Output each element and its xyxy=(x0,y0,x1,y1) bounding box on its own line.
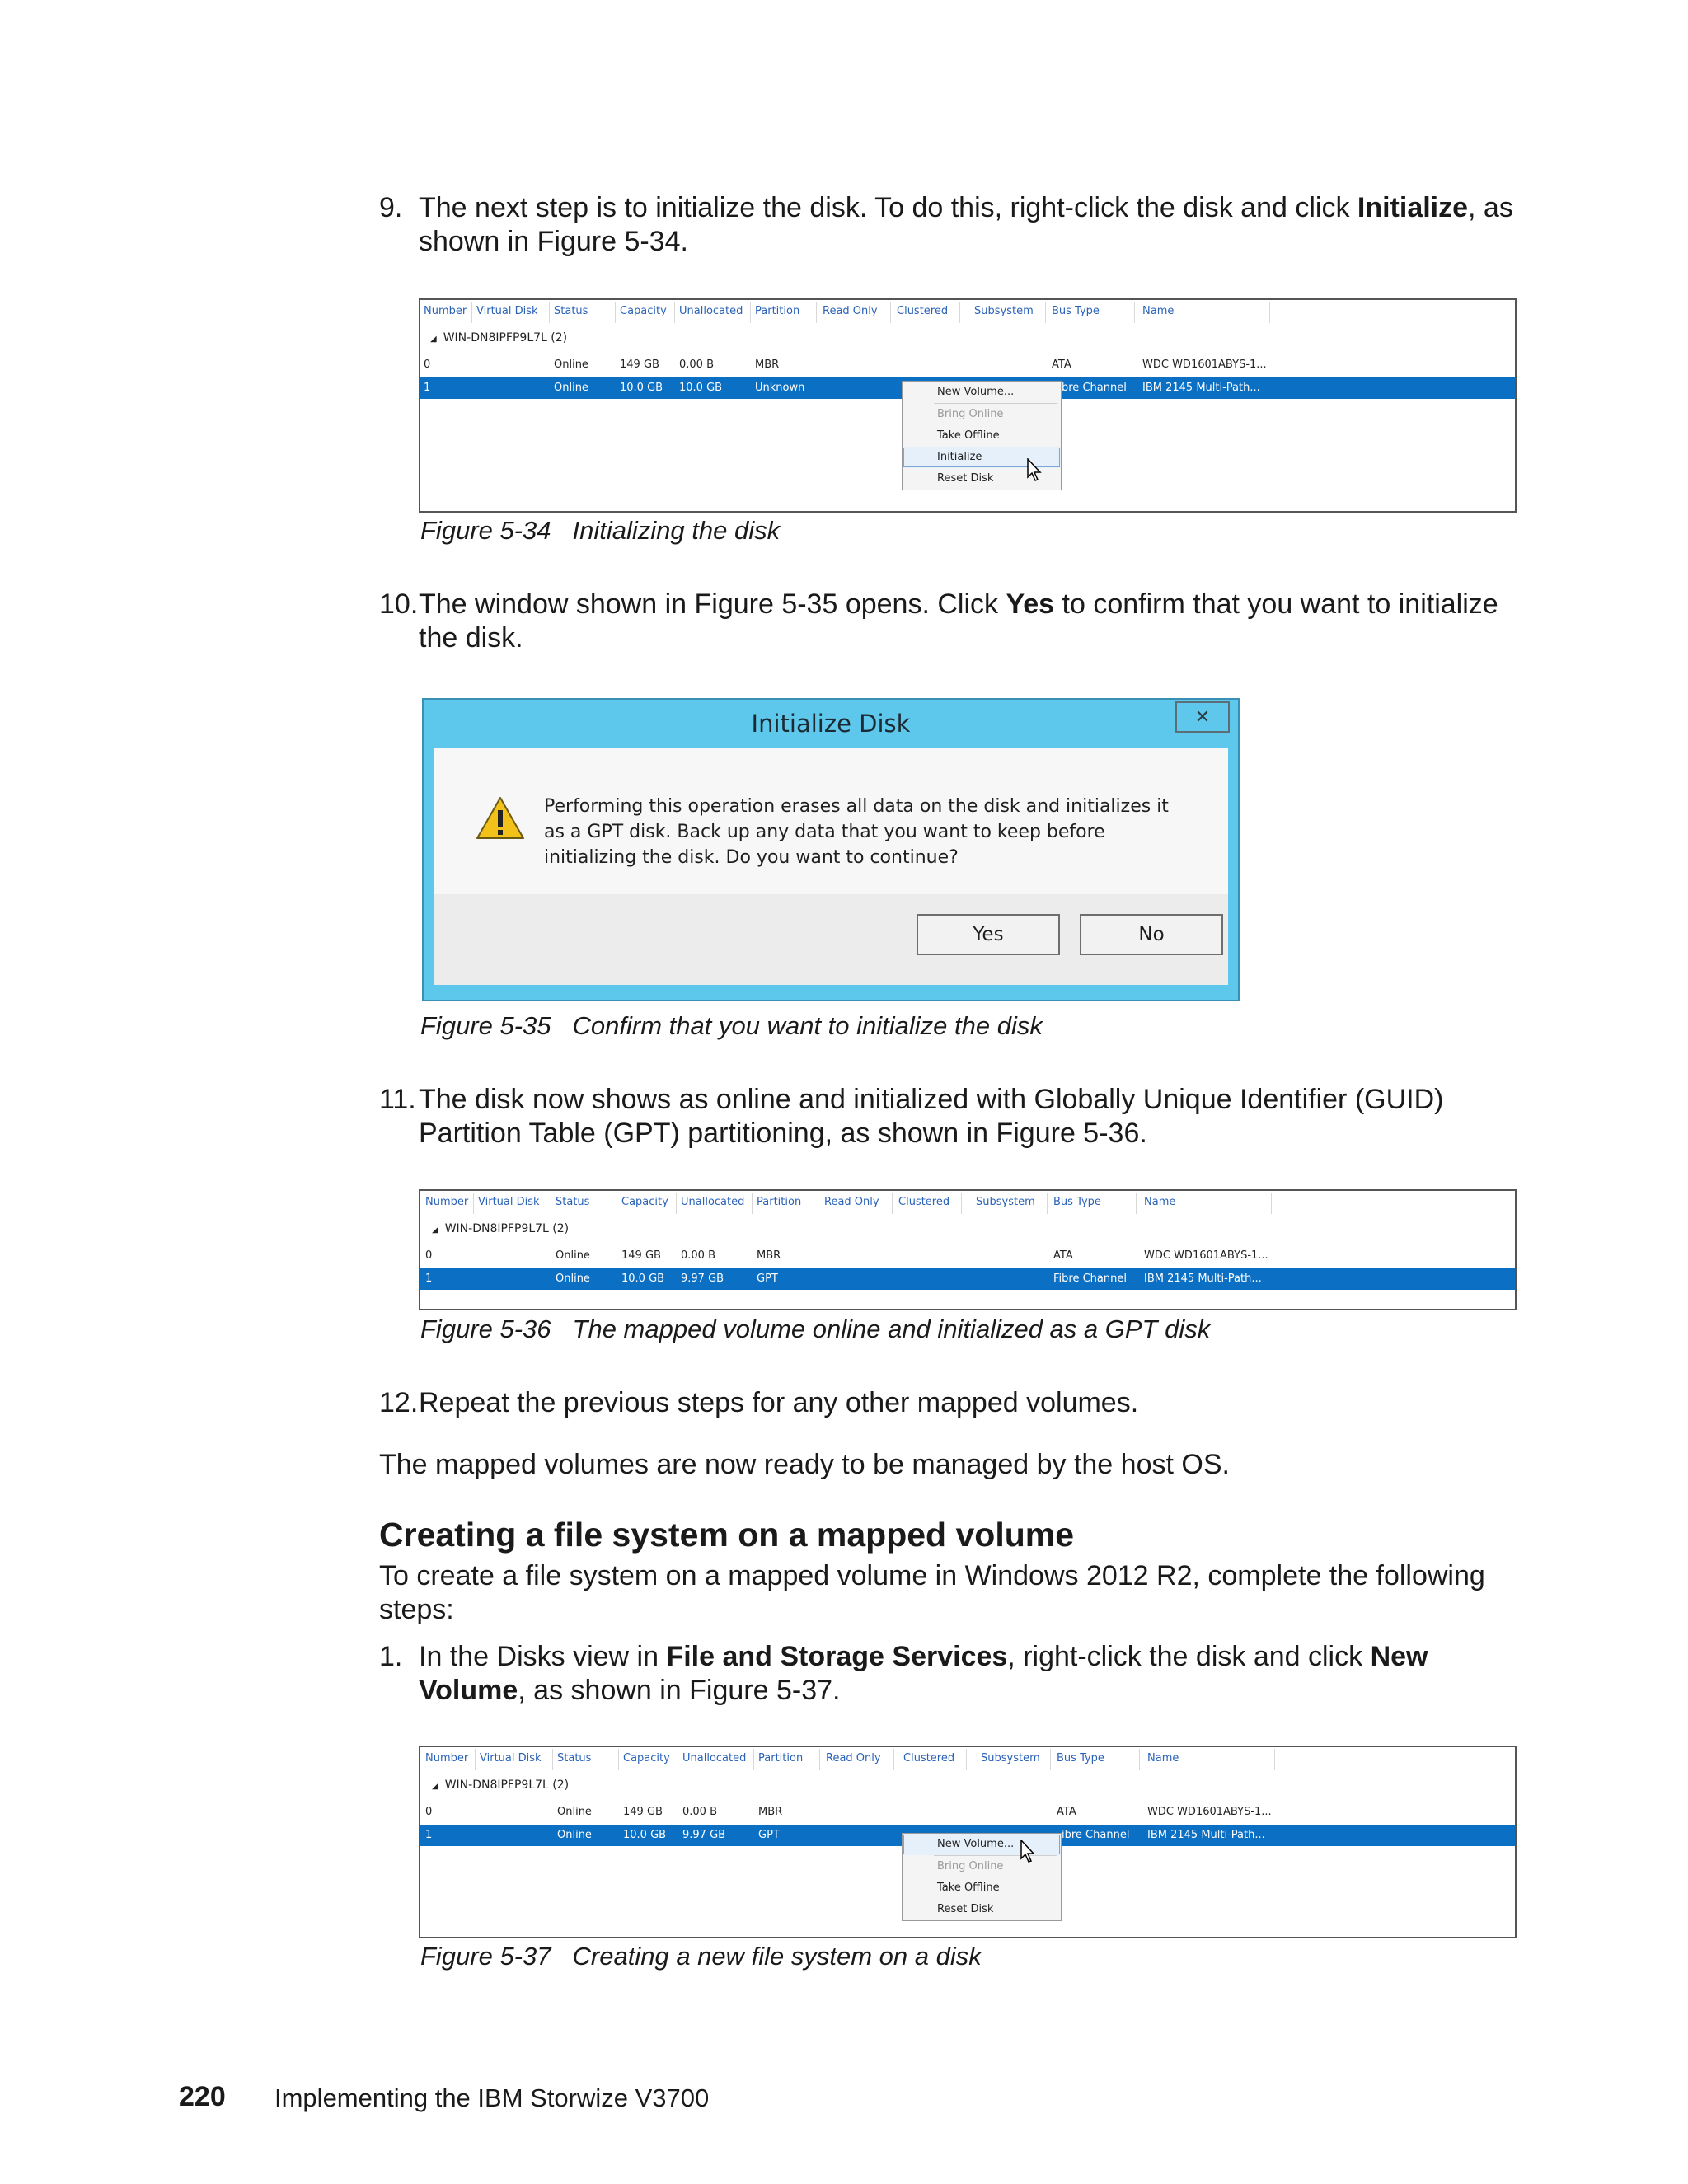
step-text-bold: File and Storage Services xyxy=(666,1641,1008,1672)
col-header-virtual-disk[interactable]: Virtual Disk xyxy=(478,1196,540,1208)
table-header xyxy=(420,1747,1515,1775)
ready-paragraph: The mapped volumes are now ready to be managed by the host OS. xyxy=(379,1449,1230,1480)
menu-item-new-volume[interactable]: New Volume... xyxy=(937,386,1015,398)
context-menu xyxy=(902,1833,1062,1921)
col-header-read-only[interactable]: Read Only xyxy=(823,305,878,317)
caption-text: Confirm that you want to initialize the disk xyxy=(572,1011,1043,1040)
col-header-bus-type[interactable]: Bus Type xyxy=(1053,1196,1101,1208)
menu-item-take-offline[interactable]: Take Offline xyxy=(937,1882,1000,1894)
col-header-subsystem[interactable]: Subsystem xyxy=(981,1752,1040,1765)
step-text: The disk now shows as online and initialized with Globally Unique Identifier (GUID) Partition Table (GPT) partitioning, as shown in Figure 5-36. xyxy=(419,1084,1444,1149)
col-header-clustered[interactable]: Clustered xyxy=(903,1752,955,1765)
figure-caption xyxy=(420,1941,982,1972)
page-number: 220 xyxy=(179,2081,226,2112)
cell-capacity: 149 GB xyxy=(621,1249,661,1262)
initialize-disk-dialog xyxy=(422,698,1240,1001)
step-text-part: , right-click the disk and click xyxy=(1007,1641,1371,1672)
step-number: 9. xyxy=(379,192,403,223)
col-header-unallocated[interactable]: Unallocated xyxy=(681,1196,745,1208)
cell-number: 0 xyxy=(424,359,431,371)
figure-caption xyxy=(420,515,780,546)
dialog-button-bar xyxy=(434,894,1228,985)
cell-unallocated: 0.00 B xyxy=(679,359,714,371)
cell-number: 0 xyxy=(425,1806,433,1818)
warning-icon xyxy=(475,795,526,846)
cell-status: Online xyxy=(556,1249,590,1262)
menu-item-bring-online[interactable]: Bring Online xyxy=(937,1860,1004,1872)
col-header-read-only[interactable]: Read Only xyxy=(826,1752,881,1765)
cell-status: Online xyxy=(557,1829,592,1841)
caption-label: Figure 5-37 xyxy=(420,1942,551,1971)
col-header-capacity[interactable]: Capacity xyxy=(620,305,667,317)
step-number: 11. xyxy=(379,1084,416,1115)
col-header-read-only[interactable]: Read Only xyxy=(824,1196,879,1208)
dialog-title: Initialize Disk xyxy=(751,710,911,738)
figure-caption xyxy=(420,1314,1210,1345)
collapse-triangle-icon[interactable]: ◢ xyxy=(432,1782,438,1791)
cell-status: Online xyxy=(554,359,588,371)
step-text-bold: New Volume xyxy=(419,1641,1428,1706)
col-header-bus-type[interactable]: Bus Type xyxy=(1057,1752,1104,1765)
cell-capacity: 10.0 GB xyxy=(623,1829,667,1841)
col-header-number[interactable]: Number xyxy=(425,1196,469,1208)
cell-capacity: 149 GB xyxy=(623,1806,663,1818)
cell-unallocated: 0.00 B xyxy=(681,1249,715,1262)
step-text-part: , as shown in Figure 5-37. xyxy=(518,1675,841,1706)
disk-table-fig36 xyxy=(419,1189,1517,1310)
col-header-bus-type[interactable]: Bus Type xyxy=(1052,305,1100,317)
cell-bus-type: ATA xyxy=(1053,1249,1073,1262)
cell-partition: GPT xyxy=(758,1829,780,1841)
cell-status: Online xyxy=(557,1806,592,1818)
col-header-partition[interactable]: Partition xyxy=(755,305,800,317)
cell-name: IBM 2145 Multi-Path... xyxy=(1142,382,1260,394)
col-header-unallocated[interactable]: Unallocated xyxy=(682,1752,747,1765)
table-row[interactable] xyxy=(420,354,1515,376)
col-header-virtual-disk[interactable]: Virtual Disk xyxy=(480,1752,542,1765)
col-header-number[interactable]: Number xyxy=(424,305,467,317)
col-header-name[interactable]: Name xyxy=(1142,305,1175,317)
step-text-part: to confirm that you want to initialize the disk. xyxy=(419,588,1498,654)
server-group[interactable] xyxy=(432,1222,569,1235)
step-12 xyxy=(379,1386,1517,1420)
book-title: Implementing the IBM Storwize V3700 xyxy=(274,2083,710,2112)
col-header-clustered[interactable]: Clustered xyxy=(898,1196,950,1208)
table-header xyxy=(420,300,1515,328)
cell-status: Online xyxy=(556,1272,590,1285)
step-text-bold: Initialize xyxy=(1357,192,1469,223)
dialog-body xyxy=(434,748,1228,985)
step-text-bold: Yes xyxy=(1006,588,1055,620)
col-header-partition[interactable]: Partition xyxy=(757,1196,802,1208)
caption-label: Figure 5-35 xyxy=(420,1011,551,1040)
menu-item-reset-disk[interactable]: Reset Disk xyxy=(937,1903,994,1915)
step-text-part: The window shown in Figure 5-35 opens. Click xyxy=(419,588,1006,620)
cell-status: Online xyxy=(554,382,588,394)
caption-text: Creating a new file system on a disk xyxy=(572,1942,982,1971)
server-group-label: WIN-DN8IPFP9L7L (2) xyxy=(444,1222,570,1235)
caption-text: Initializing the disk xyxy=(572,516,781,545)
close-icon: ✕ xyxy=(1194,706,1211,728)
col-header-capacity[interactable]: Capacity xyxy=(623,1752,670,1765)
caption-text: The mapped volume online and initialized as a GPT disk xyxy=(572,1315,1211,1343)
figure-caption xyxy=(420,1010,1043,1042)
col-header-name[interactable]: Name xyxy=(1147,1752,1179,1765)
server-group[interactable] xyxy=(432,1779,569,1792)
cell-unallocated: 10.0 GB xyxy=(679,382,723,394)
col-header-number[interactable]: Number xyxy=(425,1752,469,1765)
collapse-triangle-icon[interactable]: ◢ xyxy=(430,335,437,344)
cell-unallocated: 9.97 GB xyxy=(682,1829,726,1841)
cell-capacity: 149 GB xyxy=(620,359,659,371)
step-1 xyxy=(379,1640,1517,1708)
step-number: 1. xyxy=(379,1641,403,1672)
cell-bus-type: ATA xyxy=(1057,1806,1076,1818)
cell-bus-type: ATA xyxy=(1052,359,1071,371)
step-number: 10. xyxy=(379,588,419,620)
caption-label: Figure 5-36 xyxy=(420,1315,551,1343)
menu-item-reset-disk[interactable]: Reset Disk xyxy=(937,472,994,485)
menu-item-bring-online[interactable]: Bring Online xyxy=(937,408,1004,420)
cell-bus-type: bre Channel xyxy=(1062,382,1127,394)
col-header-status[interactable]: Status xyxy=(556,1196,590,1208)
step-text-part: In the Disks view in xyxy=(419,1641,667,1672)
menu-item-initialize[interactable]: Initialize xyxy=(903,447,1061,468)
col-header-subsystem[interactable]: Subsystem xyxy=(976,1196,1035,1208)
cell-partition: GPT xyxy=(757,1272,778,1285)
server-group-label: WIN-DN8IPFP9L7L (2) xyxy=(443,331,568,344)
caption-label: Figure 5-34 xyxy=(420,516,551,545)
cell-partition: Unknown xyxy=(755,382,805,394)
col-header-clustered[interactable]: Clustered xyxy=(897,305,949,317)
cell-number: 1 xyxy=(425,1829,433,1841)
cell-capacity: 10.0 GB xyxy=(620,382,663,394)
step-11 xyxy=(379,1083,1517,1151)
step-10 xyxy=(379,588,1517,655)
table-header xyxy=(420,1191,1515,1219)
server-group[interactable] xyxy=(430,331,567,344)
cell-number: 0 xyxy=(425,1249,433,1262)
cell-name: WDC WD1601ABYS-1... xyxy=(1144,1249,1268,1262)
cell-number: 1 xyxy=(425,1272,433,1285)
cell-bus-type: Fibre Channel xyxy=(1053,1272,1127,1285)
dialog-message: Performing this operation erases all data on the disk and initializes it as a GPT disk. Back up any data that you want to keep before initializing the disk. Do you want to continue? xyxy=(544,796,1169,868)
step-number: 12. xyxy=(379,1387,419,1418)
collapse-triangle-icon[interactable]: ◢ xyxy=(432,1226,438,1235)
step-text-part: , as shown in Figure 5-34. xyxy=(419,192,1513,257)
cell-name: WDC WD1601ABYS-1... xyxy=(1147,1806,1272,1818)
cell-unallocated: 9.97 GB xyxy=(681,1272,724,1285)
table-row[interactable] xyxy=(420,1245,1515,1267)
table-row-selected[interactable] xyxy=(420,1268,1515,1290)
server-group-label: WIN-DN8IPFP9L7L (2) xyxy=(444,1779,570,1792)
col-header-status[interactable]: Status xyxy=(557,1752,592,1765)
table-row[interactable] xyxy=(420,1802,1515,1823)
cell-unallocated: 0.00 B xyxy=(682,1806,717,1818)
section-heading: Creating a file system on a mapped volume xyxy=(379,1516,1075,1554)
step-text: Repeat the previous steps for any other mapped volumes. xyxy=(419,1387,1139,1418)
no-button[interactable]: No xyxy=(1080,914,1223,955)
cell-name: IBM 2145 Multi-Path... xyxy=(1147,1829,1265,1841)
yes-button[interactable]: Yes xyxy=(917,914,1060,955)
col-header-name[interactable]: Name xyxy=(1144,1196,1176,1208)
step-text xyxy=(419,191,1517,259)
col-header-virtual-disk[interactable]: Virtual Disk xyxy=(476,305,538,317)
col-header-partition[interactable]: Partition xyxy=(758,1752,804,1765)
cell-name: WDC WD1601ABYS-1... xyxy=(1142,359,1267,371)
col-header-status[interactable]: Status xyxy=(554,305,588,317)
col-header-unallocated[interactable]: Unallocated xyxy=(679,305,743,317)
cell-bus-type: ibre Channel xyxy=(1062,1829,1130,1841)
cell-partition: MBR xyxy=(758,1806,783,1818)
section-intro: To create a file system on a mapped volume in Windows 2012 R2, complete the following steps: xyxy=(379,1560,1485,1625)
cell-capacity: 10.0 GB xyxy=(621,1272,665,1285)
step-text xyxy=(419,588,1517,655)
col-header-subsystem[interactable]: Subsystem xyxy=(974,305,1034,317)
cell-number: 1 xyxy=(424,382,431,394)
cell-partition: MBR xyxy=(757,1249,781,1262)
cell-partition: MBR xyxy=(755,359,780,371)
close-button[interactable] xyxy=(1175,701,1230,733)
cell-name: IBM 2145 Multi-Path... xyxy=(1144,1272,1262,1285)
menu-item-take-offline[interactable]: Take Offline xyxy=(937,429,1000,442)
col-header-capacity[interactable]: Capacity xyxy=(621,1196,668,1208)
step-text-part: The next step is to initialize the disk. To do this, right-click the disk and click xyxy=(419,192,1357,223)
step-text xyxy=(419,1640,1517,1708)
step-9 xyxy=(379,191,1517,259)
menu-item-new-volume[interactable]: New Volume... xyxy=(903,1834,1061,1855)
